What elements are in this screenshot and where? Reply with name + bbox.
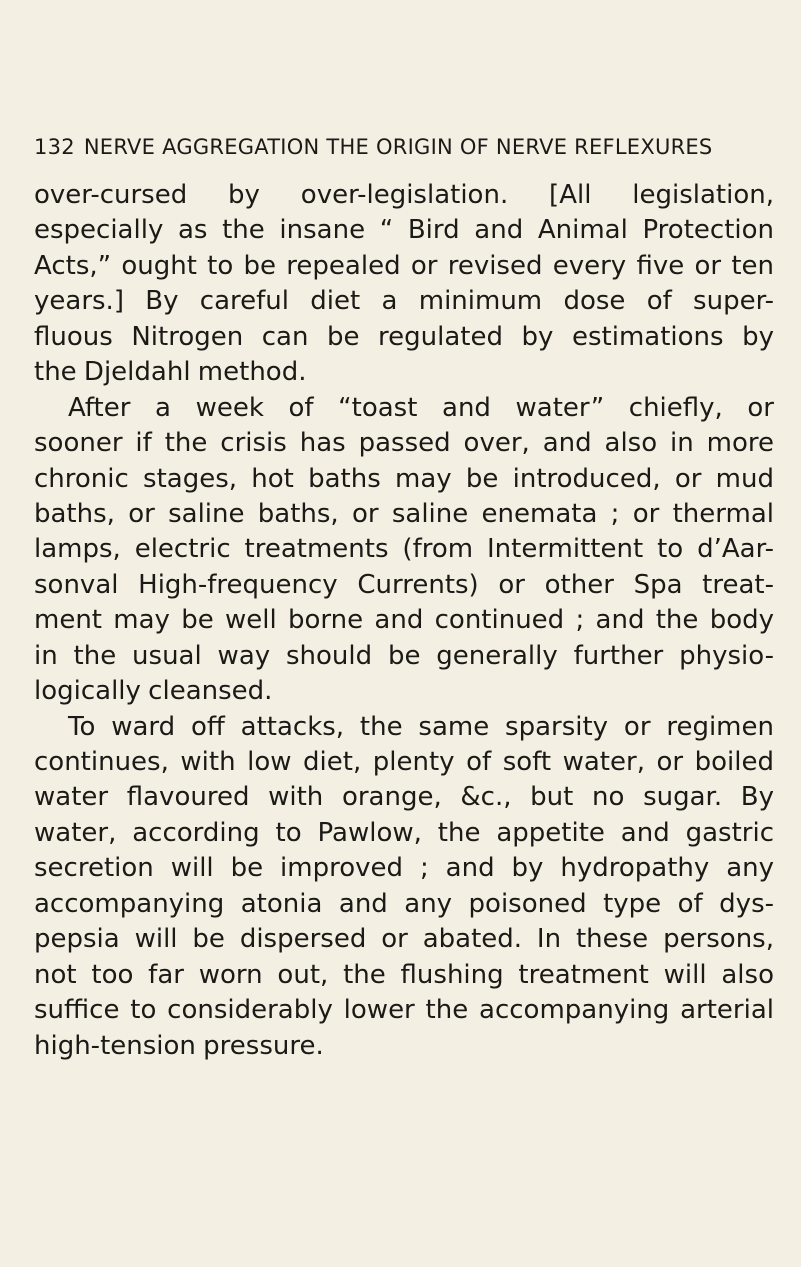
text-line: water flavoured with orange, &c., but no sugar. By — [34, 782, 774, 813]
text-line: in the usual way should be generally further physio- — [34, 640, 774, 671]
text-line: ment may be well borne and continued ; and the body — [34, 605, 774, 636]
text-line: lamps, electric treatments (from Intermittent to d’Aar- — [34, 534, 774, 565]
running-title: NERVE AGGREGATION THE ORIGIN OF NERVE REFLEXURES — [83, 135, 713, 159]
text-line: baths, or saline baths, or saline enemata ; or thermal — [34, 498, 774, 529]
text-line: suffice to considerably lower the accompanying arterial — [34, 995, 774, 1026]
text-line: chronic stages, hot baths may be introduced, or mud — [34, 463, 774, 494]
text-line: sonval High-frequency Currents) or other Spa treat- — [34, 569, 774, 600]
text-line: secretion will be improved ; and by hydropathy any — [34, 853, 774, 884]
text-line: accompanying atonia and any poisoned type of dys- — [34, 888, 774, 919]
page-number: 132 — [34, 135, 75, 159]
text-line: water, according to Pawlow, the appetite and gastric — [34, 817, 774, 848]
running-head — [34, 134, 774, 160]
text-line: years.] By careful diet a minimum dose of super- — [34, 286, 774, 317]
text-line: Acts,” ought to be repealed or revised every five or ten — [34, 250, 774, 281]
text-line: pepsia will be dispersed or abated. In these persons, — [34, 924, 774, 955]
text-line: especially as the insane “ Bird and Animal Protection — [34, 215, 774, 246]
text-line: logically cleansed. — [34, 676, 273, 707]
text-line: not too far worn out, the flushing treatment will also — [34, 959, 774, 990]
text-line: continues, with low diet, plenty of soft water, or boiled — [34, 747, 774, 777]
body-text — [34, 178, 774, 1064]
text-line: sooner if the crisis has passed over, and also in more — [34, 428, 774, 459]
text-line: the Djeldahl method. — [34, 357, 307, 388]
text-line: After a week of “toast and water” chiefly, or — [68, 392, 774, 423]
text-line: high-tension pressure. — [34, 1030, 324, 1061]
text-line: fluous Nitrogen can be regulated by estimations by — [34, 321, 774, 352]
text-line: To ward off attacks, the same sparsity or regimen — [68, 711, 774, 742]
text-line: over-cursed by over-legislation. [All legislation, — [34, 180, 774, 210]
